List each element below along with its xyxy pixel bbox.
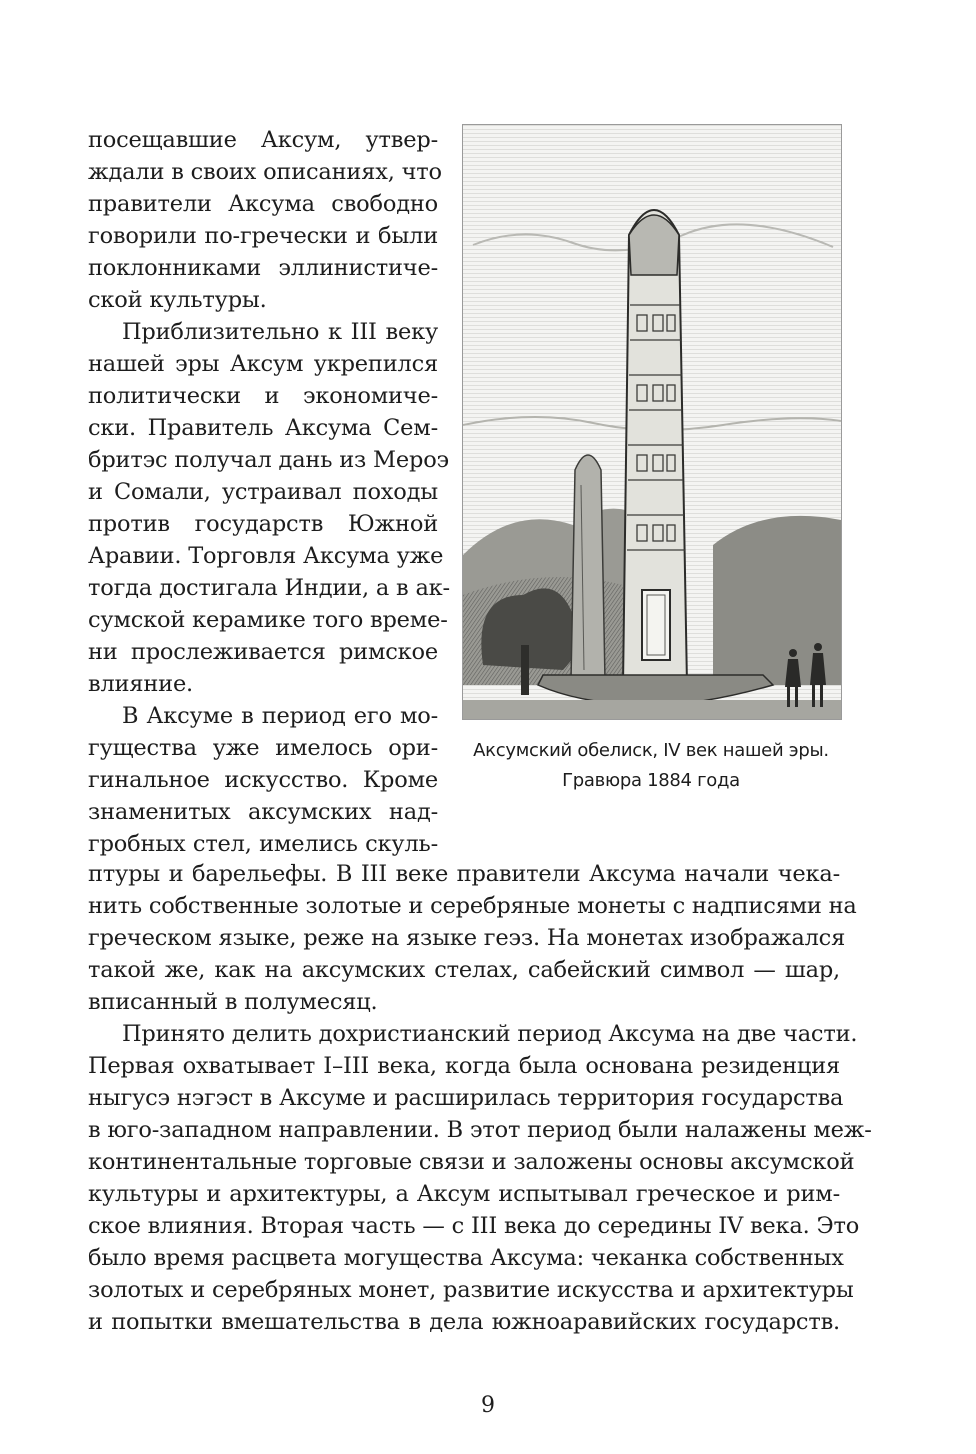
text-line: говорили по-гречески и были bbox=[88, 223, 438, 249]
text-line: влияние. bbox=[88, 671, 194, 697]
page-number: 9 bbox=[481, 1393, 495, 1418]
text-line: Первая охватывает I–III века, когда была основана резиденция bbox=[88, 1053, 840, 1079]
text-line: правители Аксума свободно bbox=[88, 191, 438, 217]
text-line: гробных стел, имелись скуль- bbox=[88, 831, 438, 857]
text-line: тогда достигала Индии, а в ак- bbox=[88, 575, 450, 601]
text-line: гинальное искусство. Кроме bbox=[88, 767, 438, 793]
text-line: сумской керамике того време- bbox=[88, 607, 448, 633]
text-line: Приблизительно к III веку bbox=[122, 319, 438, 345]
text-line: гущества уже имелось ори- bbox=[88, 735, 438, 761]
text-line: знаменитых аксумских над- bbox=[88, 799, 438, 825]
text-line: бритэс получал дань из Мероэ bbox=[88, 447, 449, 473]
text-line: ски. Правитель Аксума Сем- bbox=[88, 415, 438, 441]
text-line: ныгусэ нэгэст в Аксуме и расширилась территория государства bbox=[88, 1085, 844, 1111]
figure-caption-line-1: Аксумский обелиск, IV век нашей эры. bbox=[473, 740, 829, 761]
obelisk-engraving-icon bbox=[463, 125, 841, 719]
text-line: греческом языке, реже на языке геэз. На монетах изображался bbox=[88, 925, 846, 951]
text-line: золотых и серебряных монет, развитие искусства и архитектуры bbox=[88, 1277, 854, 1303]
text-line: ни прослеживается римское bbox=[88, 639, 438, 665]
text-line: политически и экономиче- bbox=[88, 383, 438, 409]
text-line: птуры и барельефы. В III веке правители Аксума начали чека- bbox=[88, 861, 840, 887]
text-line: Аравии. Торговля Аксума уже bbox=[88, 543, 444, 569]
text-line: было время расцвета могущества Аксума: чеканка собственных bbox=[88, 1245, 844, 1271]
text-line: такой же, как на аксумских стелах, сабейский символ — шар, bbox=[88, 957, 840, 983]
text-line: ской культуры. bbox=[88, 287, 267, 313]
text-line: и попытки вмешательства в дела южноаравийских государств. bbox=[88, 1309, 840, 1335]
figure-caption-line-2: Гравюра 1884 года bbox=[562, 770, 740, 791]
text-line: поклонниками эллинистиче- bbox=[88, 255, 438, 281]
text-line: вписанный в полумесяц. bbox=[88, 989, 378, 1015]
text-line: в юго-западном направлении. В этот период были налажены меж- bbox=[88, 1117, 872, 1143]
text-line: ждали в своих описаниях, что bbox=[88, 159, 442, 185]
text-line: Принято делить дохристианский период Аксума на две части. bbox=[122, 1021, 858, 1047]
text-line: культуры и архитектуры, а Аксум испытывал греческое и рим- bbox=[88, 1181, 840, 1207]
text-line: и Сомали, устраивал походы bbox=[88, 479, 438, 505]
engraving-image bbox=[462, 124, 842, 720]
text-line: ское влияния. Вторая часть — с III века до середины IV века. Это bbox=[88, 1213, 860, 1239]
text-line: против государств Южной bbox=[88, 511, 438, 537]
text-line: нить собственные золотые и серебряные монеты с надписями на bbox=[88, 893, 857, 919]
text-line: посещавшие Аксум, утвер- bbox=[88, 127, 438, 153]
text-line: В Аксуме в период его мо- bbox=[122, 703, 438, 729]
text-line: нашей эры Аксум укрепился bbox=[88, 351, 438, 377]
text-line: континентальные торговые связи и заложены основы аксумской bbox=[88, 1149, 855, 1175]
